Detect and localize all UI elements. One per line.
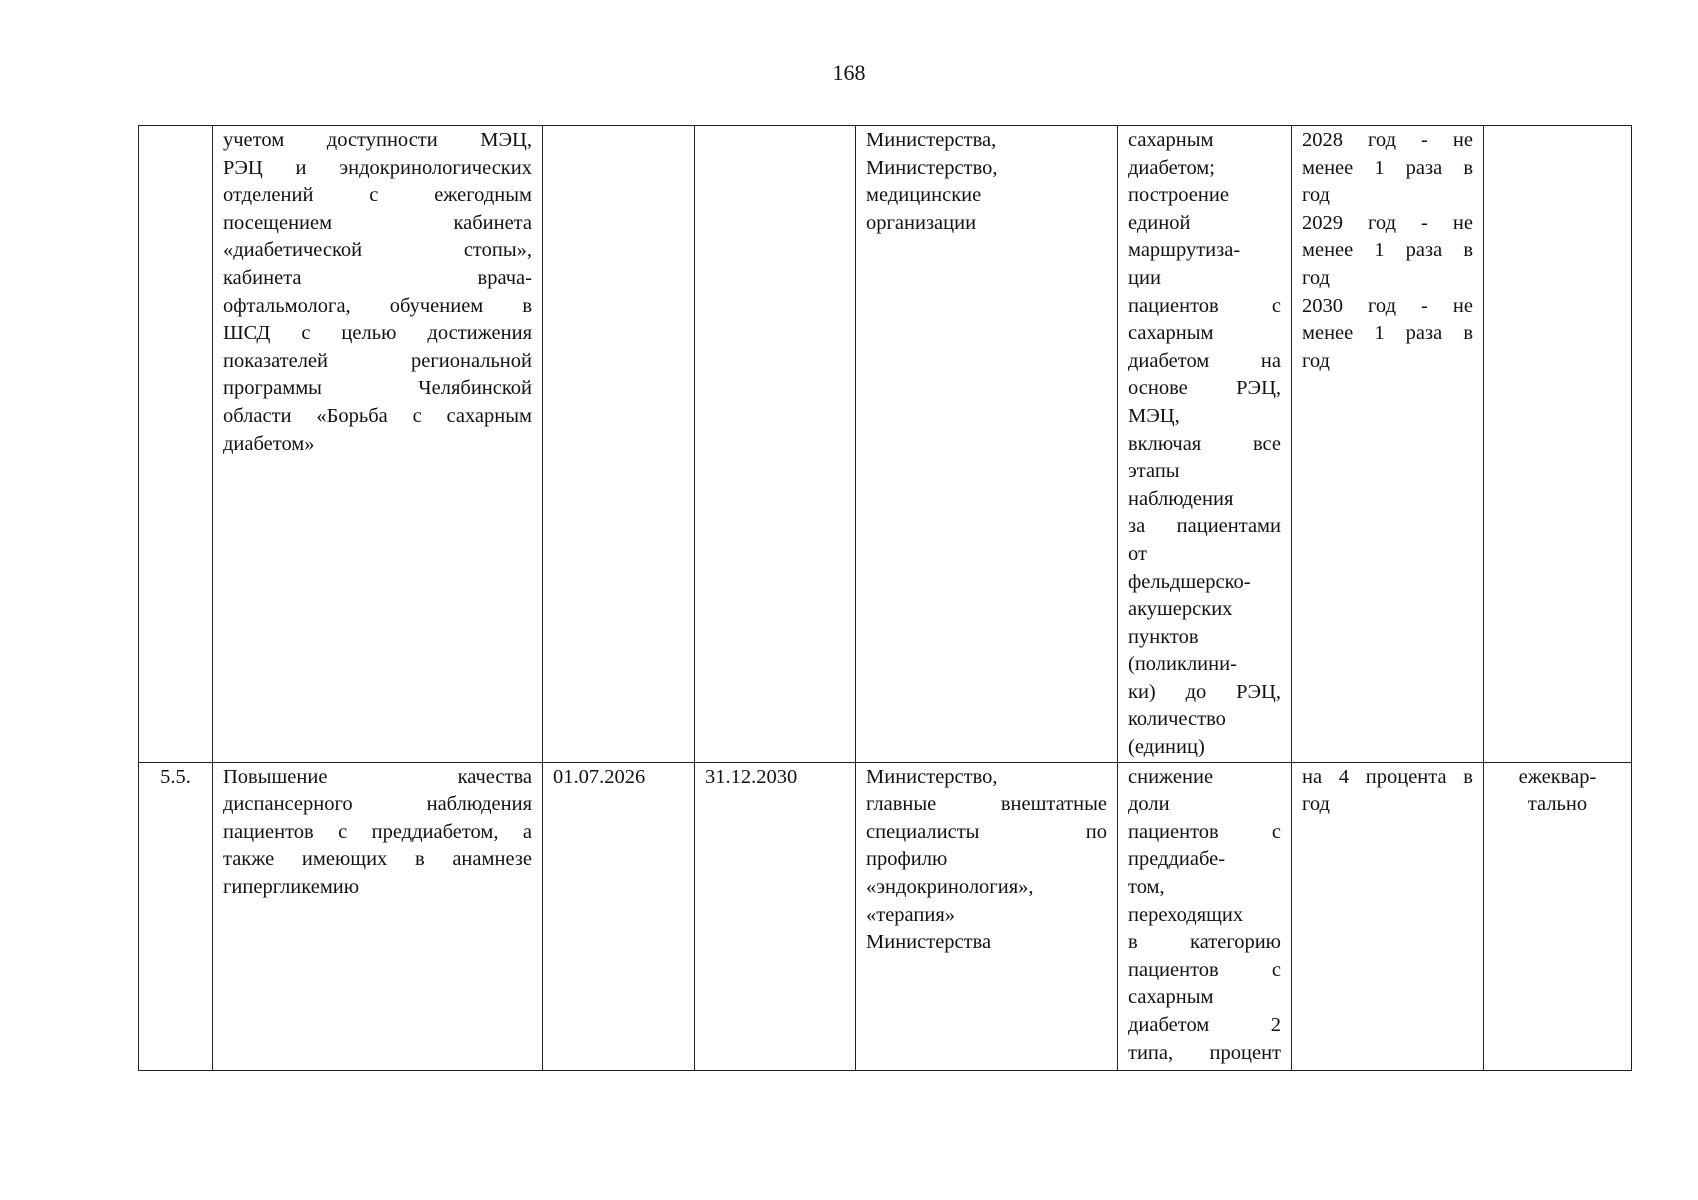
target-cell: на 4 процента в год — [1292, 762, 1484, 1070]
responsible-cell: Министерства, Министерство, медицинские организации — [856, 126, 1118, 763]
measures-table — [138, 125, 1632, 1071]
frequency-cell: ежеквар- тально — [1484, 762, 1632, 1070]
table-row-continued — [139, 126, 1632, 763]
start-date-cell — [543, 126, 695, 763]
measure-cell: Повышение качества диспансерного наблюдения пациентов с преддиабетом, а также имеющих в анамнезе гипергликемию — [213, 762, 543, 1070]
end-date-cell: 31.12.2030 — [695, 762, 856, 1070]
page-number: 168 — [832, 60, 866, 85]
table-row-5-5 — [139, 762, 1632, 1070]
frequency-cell — [1484, 126, 1632, 763]
start-date-cell: 01.07.2026 — [543, 762, 695, 1070]
measure-cell: учетом доступности МЭЦ, РЭЦ и эндокринологических отделений с ежегодным посещением кабинета «диабетической стопы», кабинета врача- офтальмолога, обучением в ШСД с целью достижения показателей региональной программы Челябинской области «Борьба с сахарным диабетом» — [213, 126, 543, 763]
responsible-cell: Министерство, главные внештатные специалисты по профилю «эндокринология», «терапия» Министерства — [856, 762, 1118, 1070]
indicator-cell: сахарным диабетом; построение единой маршрутиза- ции пациентов с сахарным диабетом на основе РЭЦ, МЭЦ, включая все этапы наблюдения за пациентами от фельдшерско- акушерских пунктов (поликлини- ки) до РЭЦ, количество (единиц) — [1118, 126, 1292, 763]
indicator-cell: снижение доли пациентов с преддиабе- том, переходящих в категорию пациентов с сахарным диабетом 2 типа, процент — [1118, 762, 1292, 1070]
row-number-cell — [139, 126, 213, 763]
end-date-cell — [695, 126, 856, 763]
row-number-cell: 5.5. — [139, 762, 213, 1070]
target-cell: 2028 год - не менее 1 раза в год 2029 год - не менее 1 раза в год 2030 год - не менее 1 раза в год — [1292, 126, 1484, 763]
